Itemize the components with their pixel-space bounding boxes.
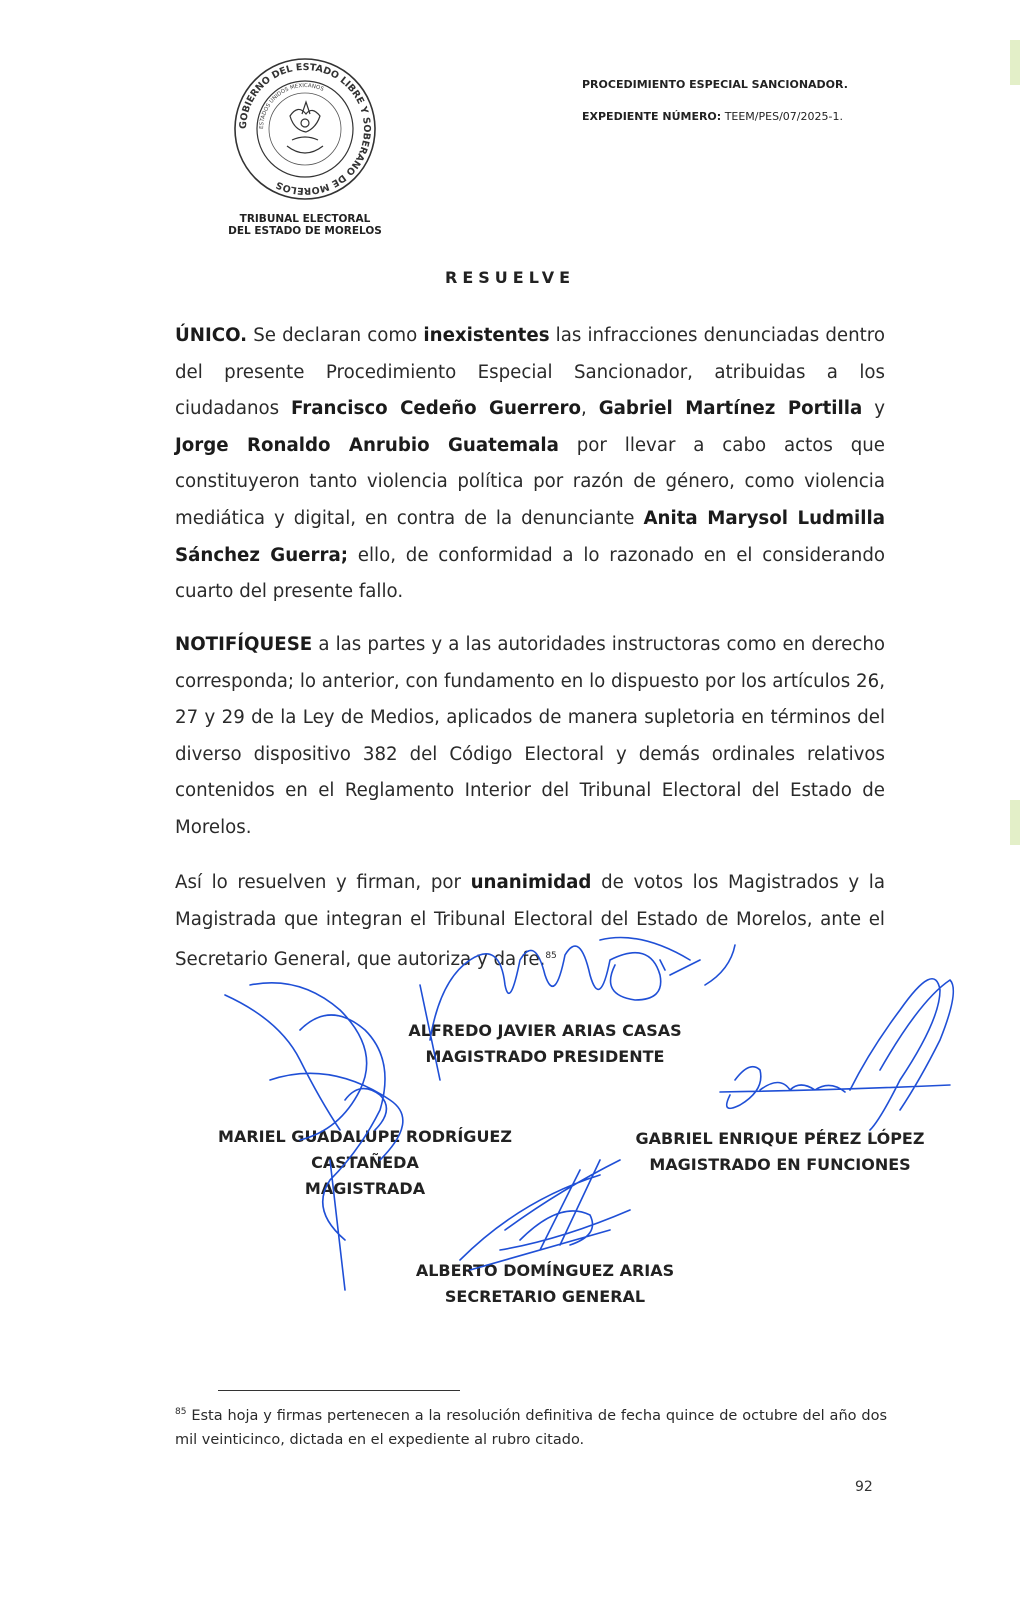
signature-block-president <box>380 1018 710 1070</box>
section-title: RESUELVE <box>445 268 575 287</box>
case-label: EXPEDIENTE NÚMERO: <box>582 110 722 123</box>
paragraph-unico: ÚNICO. Se declaran como inexistentes las infracciones denunciadas dentro del presente Procedimiento Especial Sancionador, atribuidas a los ciudadanos Francisco Cedeño Guerrero, Gabriel Martínez Portilla y Jorge Ronaldo Anrubio Guatemala por llevar a cabo actos que constituyeron tanto violencia política por razón de género, como violencia mediática y digital, en contra de la denunciante Anita Marysol Ludmilla Sánchez Guerra; ello, de conformidad a lo razonado en el considerando cuarto del presente fallo. <box>175 325 886 603</box>
magistrate-name-line1: MARIEL GUADALUPE RODRÍGUEZ <box>218 1127 512 1146</box>
seal-ring-text: GOBIERNO DEL ESTADO LIBRE Y SOBERANO DE MORELOS <box>237 61 373 197</box>
court-seal-icon <box>232 56 378 202</box>
signature-block-functions <box>630 1126 930 1178</box>
eagle-emblem-icon <box>287 102 323 153</box>
edge-tab-mark <box>1010 800 1020 845</box>
footnote-text: Esta hoja y firmas pertenecen a la resolución definitiva de fecha quince de octubre del año dos mil veinticinco, dictada en el expediente al rubro citado. <box>175 1408 887 1448</box>
paragraph-notifiquese: NOTIFÍQUESE a las partes y a las autoridades instructoras como en derecho corresponda; lo anterior, con fundamento en lo dispuesto por los artículos 26, 27 y 29 de la Ley de Medios, aplicados de manera supletoria en términos del diverso dispositivo 382 del Código Electoral y demás ordinales relativos contenidos en el Reglamento Interior del Tribunal Electoral del Estado de Morelos. <box>175 634 885 838</box>
functions-title: MAGISTRADO EN FUNCIONES <box>649 1155 911 1174</box>
case-number-line <box>582 110 848 123</box>
footnote-divider <box>218 1390 460 1391</box>
secretary-name: ALBERTO DOMÍNGUEZ ARIAS <box>415 1261 675 1280</box>
case-number: TEEM/PES/07/2025-1. <box>724 110 843 123</box>
magistrate-title: MAGISTRADA <box>304 1179 426 1198</box>
seal-caption <box>205 213 405 237</box>
secretary-title: SECRETARIO GENERAL <box>444 1287 646 1306</box>
president-title: MAGISTRADO PRESIDENTE <box>425 1047 665 1066</box>
document-header <box>582 78 848 142</box>
procedure-type: PROCEDIMIENTO ESPECIAL SANCIONADOR. <box>582 78 848 91</box>
magistrate-name-line2: CASTAÑEDA <box>311 1153 419 1172</box>
edge-tab-mark <box>1010 40 1020 85</box>
seal-inner-text: ESTADOS UNIDOS MEXICANOS <box>258 82 325 130</box>
footnote-number: 85 <box>175 1407 187 1418</box>
footnote-reference: 85 <box>545 951 557 962</box>
signature-block-secretary <box>380 1258 710 1310</box>
signature-block-magistrate <box>200 1124 530 1202</box>
footnote <box>175 1404 887 1452</box>
signature-functions-icon <box>720 979 953 1130</box>
page-number: 92 <box>855 1479 873 1495</box>
president-name: ALFREDO JAVIER ARIAS CASAS <box>408 1021 682 1040</box>
paragraph-firma: Así lo resuelven y firman, por unanimidad de votos los Magistrados y la Magistrada que integran el Tribunal Electoral del Estado de Morelos, ante el Secretario General, que autoriza y da fe.$^{85}$ <box>175 872 885 971</box>
seal-caption-line1: TRIBUNAL ELECTORAL <box>239 213 371 225</box>
functions-name: GABRIEL ENRIQUE PÉREZ LÓPEZ <box>635 1129 925 1148</box>
seal-caption-line2: DEL ESTADO DE MORELOS <box>228 225 382 237</box>
svg-text:GOBIERNO DEL ESTADO LIBRE Y SO <box>238 62 372 196</box>
